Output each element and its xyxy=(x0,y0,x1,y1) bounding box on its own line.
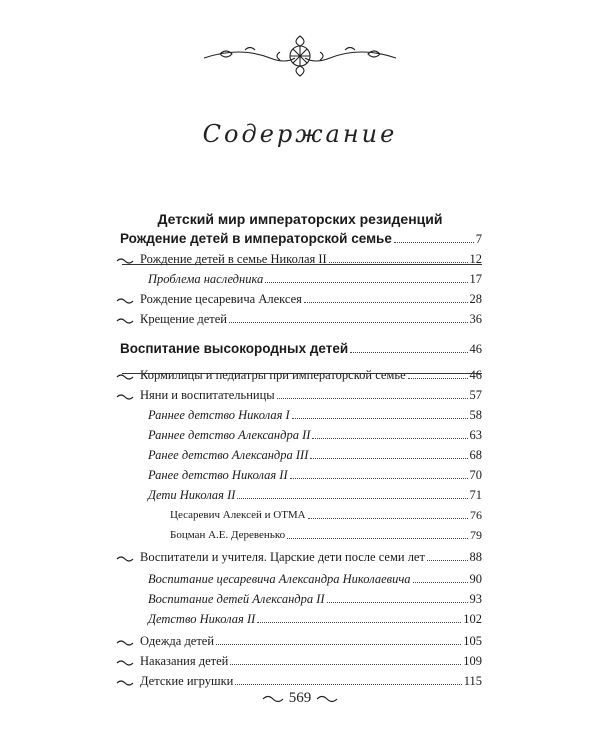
footer-left-ornament-icon xyxy=(261,694,285,704)
toc-entry-leader xyxy=(408,378,468,379)
toc-entry xyxy=(120,229,482,247)
toc-entry xyxy=(140,547,482,565)
toc-entry xyxy=(140,385,482,403)
toc-entry-leader xyxy=(308,518,468,519)
section-rule xyxy=(122,373,482,374)
toc-entry-page: 79 xyxy=(470,528,482,542)
toc-entry-page: 105 xyxy=(463,634,482,648)
page-title: Содержание xyxy=(202,120,398,148)
toc-entry-label: Воспитание детей Александра II xyxy=(148,592,325,606)
toc-entry-label: Раннее детство Александра II xyxy=(148,428,311,442)
toc-entry-leader xyxy=(277,398,468,399)
toc-entry-leader xyxy=(257,622,461,623)
toc-entry-leader xyxy=(304,302,468,303)
toc-entry-leader xyxy=(292,418,468,419)
page-number: 569 xyxy=(288,690,312,706)
toc-entry-page: 58 xyxy=(469,408,482,422)
toc-entry-page: 90 xyxy=(469,572,482,586)
toc-entry xyxy=(148,405,482,423)
toc-entry-leader xyxy=(394,242,474,243)
toc-entry-page: 17 xyxy=(469,272,482,286)
toc-entry xyxy=(148,465,482,483)
toc-entry xyxy=(148,589,482,607)
toc-entry-label: Воспитатели и учителя. Царские дети после семи лет xyxy=(140,550,425,564)
toc-entry-leader xyxy=(265,282,467,283)
toc-entry xyxy=(148,269,482,287)
toc-entry-leader xyxy=(329,262,468,263)
toc-entry-leader xyxy=(235,684,461,685)
toc-entry-label: Крещение детей xyxy=(140,312,227,326)
toc-entry-label: Детство Николая II xyxy=(148,612,256,626)
toc-entry-leader xyxy=(312,438,467,439)
toc-bullet-icon xyxy=(116,297,134,305)
toc-entry-label: Дети Николая II xyxy=(148,488,236,502)
toc-entry-label: Няни и воспитательницы xyxy=(140,388,275,402)
toc-entry-page: 115 xyxy=(463,674,482,688)
toc-entry xyxy=(148,445,482,463)
toc-entry-label: Ранее детство Александра III xyxy=(148,448,309,462)
toc-entry-label: Цесаревич Алексей и ОТМА xyxy=(170,509,306,521)
header-ornament-icon xyxy=(200,28,400,84)
toc-entry-page: 68 xyxy=(469,448,482,462)
toc-entry-label: Рождение детей в императорской семье xyxy=(120,231,392,246)
toc-entry-label: Воспитание высокородных детей xyxy=(120,341,349,356)
toc-bullet-icon xyxy=(116,393,134,401)
footer-right-ornament-icon xyxy=(315,694,339,704)
toc-entry-page: 76 xyxy=(470,508,482,522)
toc-entry-page: 71 xyxy=(469,488,482,502)
toc-bullet-icon xyxy=(116,555,134,563)
toc-entry-leader xyxy=(290,478,468,479)
toc-entry-leader xyxy=(237,498,467,499)
toc-entry-label: Рождение детей в семье Николая II xyxy=(140,252,327,266)
toc-entry xyxy=(140,289,482,307)
toc-entry xyxy=(140,309,482,327)
toc-entry-leader xyxy=(230,664,461,665)
toc-entry xyxy=(148,425,482,443)
toc-entry-leader xyxy=(310,458,467,459)
toc-entry-page: 7 xyxy=(475,232,482,246)
toc-entry xyxy=(140,365,482,383)
toc-entry-page: 12 xyxy=(469,252,482,266)
toc-entry xyxy=(120,339,482,357)
toc-entry-page: 109 xyxy=(463,654,482,668)
toc-entry-page: 46 xyxy=(469,368,482,382)
toc-entry-page: 57 xyxy=(469,388,482,402)
toc-bullet-icon xyxy=(116,317,134,325)
toc-entry-leader xyxy=(229,322,468,323)
toc-entry-label: Воспитание цесаревича Александра Николаевича xyxy=(148,572,411,586)
toc-entry-label: Проблема наследника xyxy=(148,272,264,286)
section-rule xyxy=(122,264,482,265)
toc-entry xyxy=(148,485,482,503)
toc-entry-label: Одежда детей xyxy=(140,634,215,648)
toc-entry-label: Боцман А.Е. Деревенько xyxy=(170,529,286,541)
toc-entry-leader xyxy=(413,582,468,583)
toc-entry xyxy=(140,671,482,689)
toc-entry-page: 70 xyxy=(469,468,482,482)
toc-entry-page: 102 xyxy=(463,612,482,626)
page-footer xyxy=(0,690,600,707)
toc-entry-label: Рождение цесаревича Алексея xyxy=(140,292,302,306)
toc-entry xyxy=(148,569,482,587)
toc-entry-page: 93 xyxy=(469,592,482,606)
toc-bullet-icon xyxy=(116,639,134,647)
toc-entry-label: Детские игрушки xyxy=(140,674,234,688)
toc-entry-page: 88 xyxy=(469,550,482,564)
toc-entry-leader xyxy=(350,352,467,353)
toc-bullet-icon xyxy=(116,659,134,667)
toc-entry-leader xyxy=(287,538,468,539)
toc-entry-label: Ранее детство Николая II xyxy=(148,468,288,482)
toc-entry-leader xyxy=(327,602,468,603)
toc-entry-leader xyxy=(216,644,461,645)
toc-entry xyxy=(170,505,482,523)
toc-entry-page: 28 xyxy=(469,292,482,306)
toc-bullet-icon xyxy=(116,373,134,381)
toc-entry xyxy=(140,651,482,669)
toc-entry xyxy=(170,525,482,543)
toc-bullet-icon xyxy=(116,679,134,687)
toc-entry-page: 36 xyxy=(469,312,482,326)
toc-entry-label: Наказания детей xyxy=(140,654,229,668)
toc-entry-label: Раннее детство Николая I xyxy=(148,408,290,422)
toc-entry xyxy=(140,631,482,649)
toc-entry-label: Кормилицы и педиатры при императорской семье xyxy=(140,368,406,382)
toc-entry-leader xyxy=(427,560,468,561)
toc-entry xyxy=(148,609,482,627)
part-title: Детский мир императорских резиденций xyxy=(157,211,443,227)
toc-entry-page: 63 xyxy=(469,428,482,442)
toc-entry-page: 46 xyxy=(469,342,482,356)
